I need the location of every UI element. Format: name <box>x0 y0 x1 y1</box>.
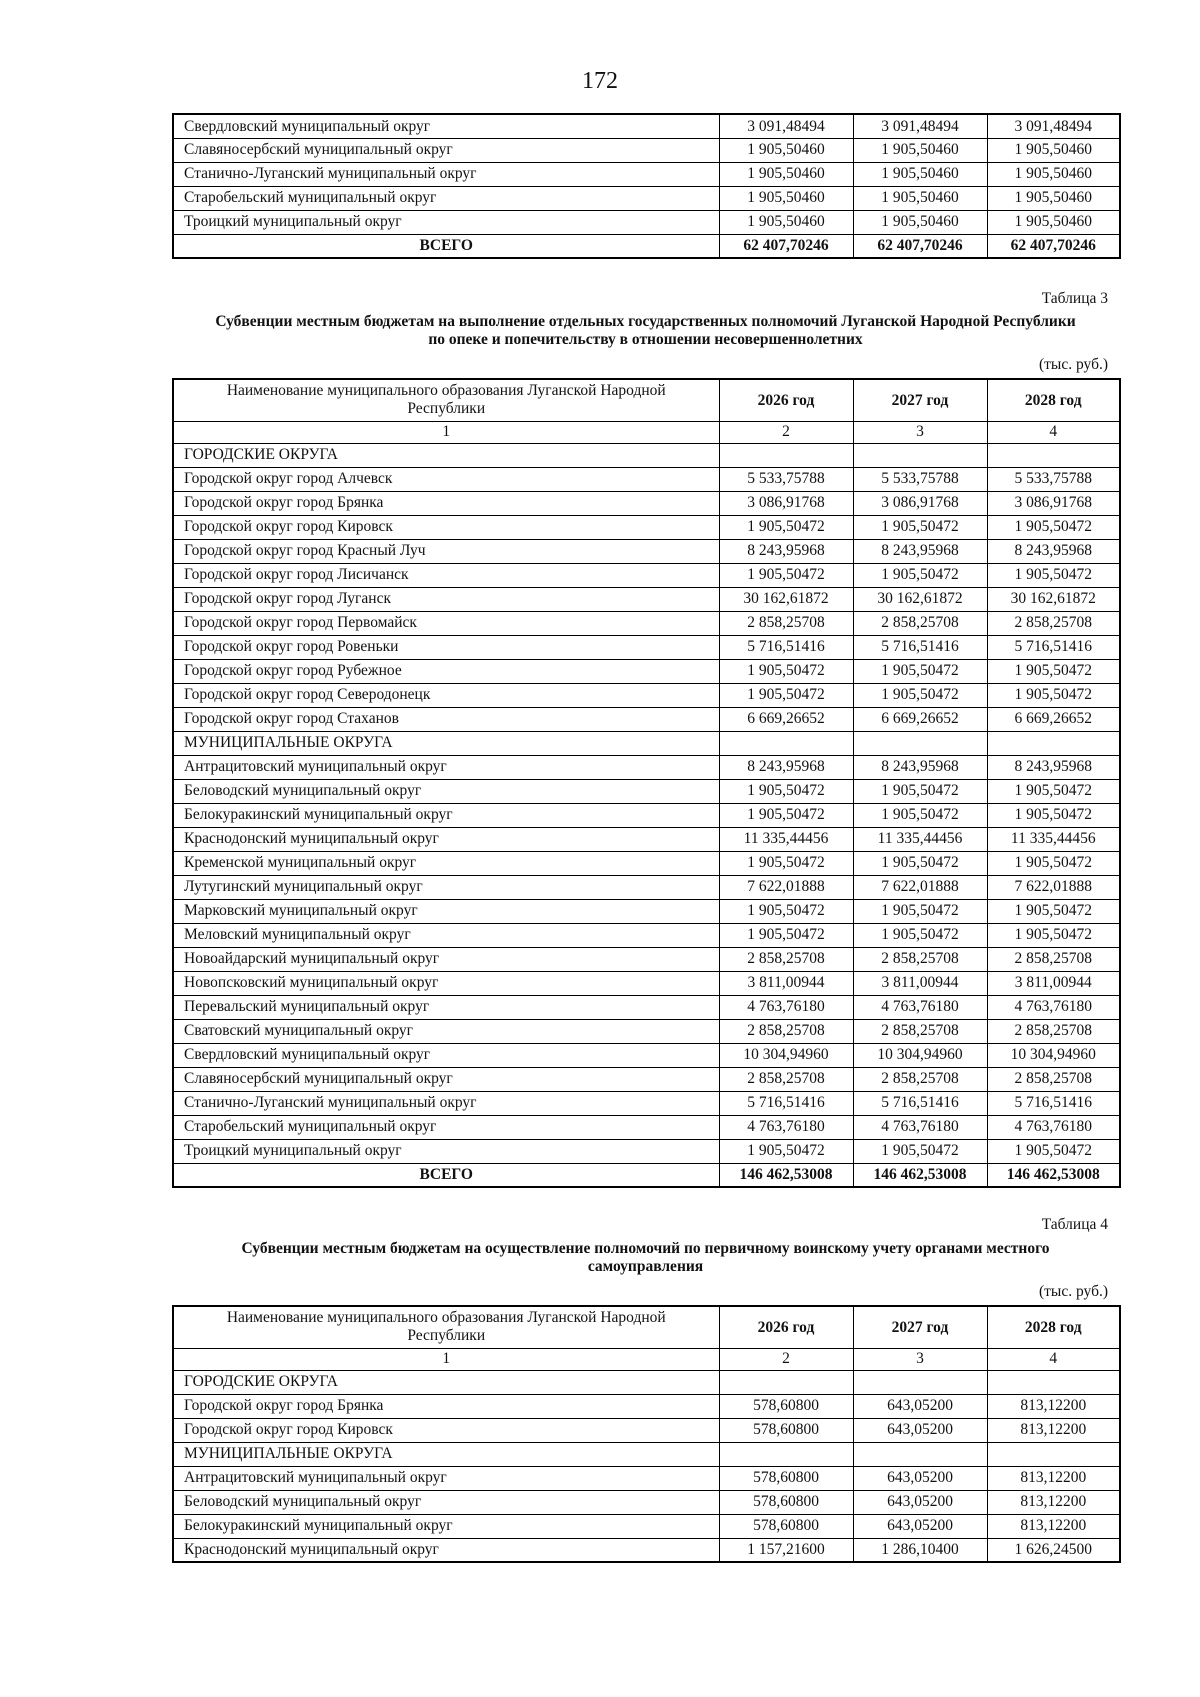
value-2027: 1 905,50472 <box>853 659 987 683</box>
value-2026: 5 716,51416 <box>719 1091 853 1115</box>
table-row <box>173 491 1120 515</box>
value-2028: 1 626,24500 <box>987 1538 1120 1562</box>
value-2027: 4 763,76180 <box>853 1115 987 1139</box>
table4-header-2026: 2026 год <box>719 1306 853 1348</box>
value-2027: 30 162,61872 <box>853 587 987 611</box>
table4-colnum-3: 3 <box>853 1348 987 1370</box>
value-2026: 578,60800 <box>719 1466 853 1490</box>
value-2027: 5 716,51416 <box>853 635 987 659</box>
value-2028: 813,12200 <box>987 1394 1120 1418</box>
row-name: ВСЕГО <box>173 1163 719 1187</box>
table-row <box>173 1418 1120 1442</box>
table-row <box>173 995 1120 1019</box>
value-2027: 1 905,50472 <box>853 1139 987 1163</box>
value-2028: 813,12200 <box>987 1490 1120 1514</box>
value-2026: 1 905,50460 <box>719 138 853 162</box>
value-2027: 6 669,26652 <box>853 707 987 731</box>
table-row <box>173 659 1120 683</box>
table4-title <box>172 1240 1119 1276</box>
value-2026: 1 905,50460 <box>719 210 853 234</box>
table3-header-row <box>173 379 1120 421</box>
value-2028: 2 858,25708 <box>987 947 1120 971</box>
section-title: ГОРОДСКИЕ ОКРУГА <box>173 1370 719 1394</box>
value-2026: 2 858,25708 <box>719 1067 853 1091</box>
section-city-districts <box>173 1370 1120 1394</box>
table-row <box>173 515 1120 539</box>
row-name: Станично-Луганский муниципальный округ <box>173 1091 719 1115</box>
value-2026: 1 905,50460 <box>719 162 853 186</box>
value-2027: 62 407,70246 <box>853 234 987 258</box>
value-2028: 1 905,50472 <box>987 851 1120 875</box>
table3-header-2028: 2028 год <box>987 379 1120 421</box>
value-2026: 4 763,76180 <box>719 1115 853 1139</box>
table-row <box>173 114 1120 138</box>
table3-header-name: Наименование муниципального образования Луганской Народной Республики <box>173 379 719 421</box>
value-2028: 30 162,61872 <box>987 587 1120 611</box>
row-name: Городской округ город Красный Луч <box>173 539 719 563</box>
table4-header-2028: 2028 год <box>987 1306 1120 1348</box>
table-row <box>173 707 1120 731</box>
value-2028: 146 462,53008 <box>987 1163 1120 1187</box>
table-row <box>173 210 1120 234</box>
value-2027: 1 905,50460 <box>853 162 987 186</box>
value-2028: 2 858,25708 <box>987 1067 1120 1091</box>
row-name: ВСЕГО <box>173 234 719 258</box>
row-name: Городской округ город Алчевск <box>173 467 719 491</box>
table-row <box>173 138 1120 162</box>
value-2028: 11 335,44456 <box>987 827 1120 851</box>
row-name: Славяносербский муниципальный округ <box>173 138 719 162</box>
value-2027: 146 462,53008 <box>853 1163 987 1187</box>
value-2026: 578,60800 <box>719 1394 853 1418</box>
table4-header-row <box>173 1306 1120 1348</box>
table4-header-2027: 2027 год <box>853 1306 987 1348</box>
table4-colnum-1: 1 <box>173 1348 719 1370</box>
table-row <box>173 923 1120 947</box>
value-2028: 3 086,91768 <box>987 491 1120 515</box>
empty-cell <box>987 1442 1120 1466</box>
value-2028: 1 905,50472 <box>987 803 1120 827</box>
table-row <box>173 563 1120 587</box>
table3-colnum-row <box>173 421 1120 443</box>
value-2027: 3 091,48494 <box>853 114 987 138</box>
row-name: Свердловский муниципальный округ <box>173 114 719 138</box>
row-name: Беловодский муниципальный округ <box>173 1490 719 1514</box>
value-2026: 1 905,50472 <box>719 659 853 683</box>
empty-cell <box>719 731 853 755</box>
row-name: Городской округ город Кировск <box>173 1418 719 1442</box>
table-row <box>173 1115 1120 1139</box>
table-row <box>173 827 1120 851</box>
value-2028: 2 858,25708 <box>987 1019 1120 1043</box>
table3-title-line1: Субвенции местным бюджетам на выполнение отдельных государственных полномочий Луганской Народной Республики <box>215 313 1076 330</box>
value-2028: 62 407,70246 <box>987 234 1120 258</box>
row-name: Городской округ город Брянка <box>173 1394 719 1418</box>
row-name: Станично-Луганский муниципальный округ <box>173 162 719 186</box>
value-2026: 1 905,50472 <box>719 563 853 587</box>
table4-colnum-2: 2 <box>719 1348 853 1370</box>
table-row <box>173 1466 1120 1490</box>
total-row <box>173 234 1120 258</box>
value-2028: 813,12200 <box>987 1466 1120 1490</box>
row-name: Белокуракинский муниципальный округ <box>173 803 719 827</box>
value-2028: 1 905,50472 <box>987 899 1120 923</box>
section-title: МУНИЦИПАЛЬНЫЕ ОКРУГА <box>173 731 719 755</box>
value-2027: 1 905,50472 <box>853 923 987 947</box>
value-2026: 8 243,95968 <box>719 539 853 563</box>
row-name: Городской округ город Брянка <box>173 491 719 515</box>
value-2026: 1 905,50472 <box>719 899 853 923</box>
row-name: Городской округ город Ровеньки <box>173 635 719 659</box>
value-2026: 1 905,50472 <box>719 515 853 539</box>
value-2027: 4 763,76180 <box>853 995 987 1019</box>
section-city-districts <box>173 443 1120 467</box>
row-name: Новопсковский муниципальный округ <box>173 971 719 995</box>
row-name: Кременской муниципальный округ <box>173 851 719 875</box>
value-2026: 10 304,94960 <box>719 1043 853 1067</box>
value-2028: 813,12200 <box>987 1514 1120 1538</box>
table3-colnum-2: 2 <box>719 421 853 443</box>
row-name: Белокуракинский муниципальный округ <box>173 1514 719 1538</box>
value-2027: 1 905,50472 <box>853 779 987 803</box>
value-2027: 2 858,25708 <box>853 1019 987 1043</box>
table-row <box>173 1091 1120 1115</box>
empty-cell <box>853 1370 987 1394</box>
section-municipal-districts <box>173 731 1120 755</box>
value-2028: 7 622,01888 <box>987 875 1120 899</box>
table-row <box>173 683 1120 707</box>
empty-cell <box>987 443 1120 467</box>
empty-cell <box>987 1370 1120 1394</box>
value-2028: 1 905,50472 <box>987 515 1120 539</box>
row-name: Троицкий муниципальный округ <box>173 210 719 234</box>
value-2026: 1 905,50472 <box>719 683 853 707</box>
table-row <box>173 1067 1120 1091</box>
table-row <box>173 1514 1120 1538</box>
value-2027: 1 905,50472 <box>853 563 987 587</box>
value-2027: 10 304,94960 <box>853 1043 987 1067</box>
value-2027: 3 811,00944 <box>853 971 987 995</box>
value-2027: 1 905,50460 <box>853 186 987 210</box>
row-name: Городской округ город Стаханов <box>173 707 719 731</box>
table3 <box>172 378 1121 1188</box>
value-2028: 5 533,75788 <box>987 467 1120 491</box>
row-name: Краснодонский муниципальный округ <box>173 827 719 851</box>
value-2026: 4 763,76180 <box>719 995 853 1019</box>
value-2026: 578,60800 <box>719 1418 853 1442</box>
value-2026: 6 669,26652 <box>719 707 853 731</box>
table-row <box>173 162 1120 186</box>
table-row <box>173 186 1120 210</box>
value-2028: 5 716,51416 <box>987 635 1120 659</box>
value-2027: 1 905,50460 <box>853 210 987 234</box>
value-2026: 146 462,53008 <box>719 1163 853 1187</box>
empty-cell <box>719 443 853 467</box>
value-2028: 3 811,00944 <box>987 971 1120 995</box>
row-name: Лутугинский муниципальный округ <box>173 875 719 899</box>
value-2026: 62 407,70246 <box>719 234 853 258</box>
value-2027: 1 286,10400 <box>853 1538 987 1562</box>
table3-title-line2: по опеке и попечительству в отношении несовершеннолетних <box>428 330 863 348</box>
empty-cell <box>719 1370 853 1394</box>
row-name: Антрацитовский муниципальный округ <box>173 755 719 779</box>
table4-label: Таблица 4 <box>1041 1216 1108 1233</box>
row-name: Новоайдарский муниципальный округ <box>173 947 719 971</box>
value-2028: 2 858,25708 <box>987 611 1120 635</box>
row-name: Старобельский муниципальный округ <box>173 186 719 210</box>
value-2027: 1 905,50472 <box>853 515 987 539</box>
value-2026: 1 905,50472 <box>719 1139 853 1163</box>
value-2027: 643,05200 <box>853 1514 987 1538</box>
row-name: Городской округ город Кировск <box>173 515 719 539</box>
empty-cell <box>853 443 987 467</box>
value-2028: 1 905,50472 <box>987 683 1120 707</box>
table3-colnum-4: 4 <box>987 421 1120 443</box>
table4-colnum-row <box>173 1348 1120 1370</box>
table-row <box>173 971 1120 995</box>
row-name: Славяносербский муниципальный округ <box>173 1067 719 1091</box>
table4-header-name: Наименование муниципального образования Луганской Народной Республики <box>173 1306 719 1348</box>
value-2026: 8 243,95968 <box>719 755 853 779</box>
table4-title-line1: Субвенции местным бюджетам на осуществление полномочий по первичному воинскому учету органами местного <box>241 1240 1050 1257</box>
value-2028: 10 304,94960 <box>987 1043 1120 1067</box>
value-2026: 2 858,25708 <box>719 947 853 971</box>
value-2026: 3 086,91768 <box>719 491 853 515</box>
table-row <box>173 755 1120 779</box>
value-2027: 8 243,95968 <box>853 539 987 563</box>
table4 <box>172 1305 1121 1563</box>
table3-header-2026: 2026 год <box>719 379 853 421</box>
value-2026: 30 162,61872 <box>719 587 853 611</box>
value-2028: 813,12200 <box>987 1418 1120 1442</box>
table-row <box>173 1490 1120 1514</box>
table-row <box>173 899 1120 923</box>
value-2027: 643,05200 <box>853 1394 987 1418</box>
value-2027: 643,05200 <box>853 1466 987 1490</box>
value-2027: 2 858,25708 <box>853 947 987 971</box>
value-2026: 3 091,48494 <box>719 114 853 138</box>
table3-colnum-1: 1 <box>173 421 719 443</box>
value-2028: 8 243,95968 <box>987 755 1120 779</box>
row-name: Троицкий муниципальный округ <box>173 1139 719 1163</box>
table3-title <box>172 313 1119 349</box>
value-2027: 5 533,75788 <box>853 467 987 491</box>
value-2027: 2 858,25708 <box>853 611 987 635</box>
value-2026: 578,60800 <box>719 1490 853 1514</box>
row-name: Краснодонский муниципальный округ <box>173 1538 719 1562</box>
value-2028: 1 905,50472 <box>987 659 1120 683</box>
page-number: 172 <box>582 68 618 94</box>
value-2027: 11 335,44456 <box>853 827 987 851</box>
value-2027: 1 905,50472 <box>853 851 987 875</box>
table-row <box>173 611 1120 635</box>
table-row <box>173 1394 1120 1418</box>
table4-units: (тыс. руб.) <box>1039 1283 1108 1300</box>
value-2028: 1 905,50472 <box>987 923 1120 947</box>
total-row <box>173 1163 1120 1187</box>
value-2027: 643,05200 <box>853 1418 987 1442</box>
row-name: Городской округ город Рубежное <box>173 659 719 683</box>
value-2028: 1 905,50460 <box>987 162 1120 186</box>
row-name: Сватовский муниципальный округ <box>173 1019 719 1043</box>
section-title: МУНИЦИПАЛЬНЫЕ ОКРУГА <box>173 1442 719 1466</box>
value-2028: 3 091,48494 <box>987 114 1120 138</box>
value-2026: 1 905,50472 <box>719 923 853 947</box>
value-2028: 1 905,50472 <box>987 1139 1120 1163</box>
row-name: Городской округ город Первомайск <box>173 611 719 635</box>
continued-table <box>172 113 1121 259</box>
table3-colnum-3: 3 <box>853 421 987 443</box>
value-2027: 643,05200 <box>853 1490 987 1514</box>
table-row <box>173 1043 1120 1067</box>
empty-cell <box>987 731 1120 755</box>
row-name: Марковский муниципальный округ <box>173 899 719 923</box>
value-2028: 1 905,50460 <box>987 210 1120 234</box>
value-2026: 5 533,75788 <box>719 467 853 491</box>
value-2027: 5 716,51416 <box>853 1091 987 1115</box>
value-2026: 2 858,25708 <box>719 1019 853 1043</box>
section-title: ГОРОДСКИЕ ОКРУГА <box>173 443 719 467</box>
table-row <box>173 1538 1120 1562</box>
value-2028: 1 905,50472 <box>987 779 1120 803</box>
table-row <box>173 635 1120 659</box>
value-2027: 2 858,25708 <box>853 1067 987 1091</box>
value-2027: 1 905,50472 <box>853 803 987 827</box>
value-2028: 1 905,50460 <box>987 138 1120 162</box>
value-2026: 1 905,50472 <box>719 803 853 827</box>
value-2028: 4 763,76180 <box>987 1115 1120 1139</box>
value-2026: 1 157,21600 <box>719 1538 853 1562</box>
value-2026: 578,60800 <box>719 1514 853 1538</box>
value-2026: 1 905,50472 <box>719 779 853 803</box>
value-2028: 8 243,95968 <box>987 539 1120 563</box>
value-2026: 11 335,44456 <box>719 827 853 851</box>
row-name: Городской округ город Луганск <box>173 587 719 611</box>
value-2027: 3 086,91768 <box>853 491 987 515</box>
table4-colnum-4: 4 <box>987 1348 1120 1370</box>
row-name: Перевальский муниципальный округ <box>173 995 719 1019</box>
row-name: Городской округ город Лисичанск <box>173 563 719 587</box>
table-row <box>173 851 1120 875</box>
table-row <box>173 1139 1120 1163</box>
value-2026: 1 905,50460 <box>719 186 853 210</box>
row-name: Старобельский муниципальный округ <box>173 1115 719 1139</box>
value-2027: 8 243,95968 <box>853 755 987 779</box>
table3-units: (тыс. руб.) <box>1039 356 1108 373</box>
empty-cell <box>853 731 987 755</box>
value-2026: 3 811,00944 <box>719 971 853 995</box>
empty-cell <box>853 1442 987 1466</box>
table-row <box>173 947 1120 971</box>
value-2028: 6 669,26652 <box>987 707 1120 731</box>
value-2026: 2 858,25708 <box>719 611 853 635</box>
table-row <box>173 587 1120 611</box>
value-2028: 4 763,76180 <box>987 995 1120 1019</box>
value-2028: 5 716,51416 <box>987 1091 1120 1115</box>
table-row <box>173 539 1120 563</box>
row-name: Антрацитовский муниципальный округ <box>173 1466 719 1490</box>
table-row <box>173 467 1120 491</box>
table3-header-2027: 2027 год <box>853 379 987 421</box>
value-2027: 1 905,50460 <box>853 138 987 162</box>
value-2026: 1 905,50472 <box>719 851 853 875</box>
table3-label: Таблица 3 <box>1041 290 1108 307</box>
value-2026: 5 716,51416 <box>719 635 853 659</box>
row-name: Беловодский муниципальный округ <box>173 779 719 803</box>
table-row <box>173 803 1120 827</box>
row-name: Меловский муниципальный округ <box>173 923 719 947</box>
value-2026: 7 622,01888 <box>719 875 853 899</box>
table4-title-line2: самоуправления <box>587 1257 704 1275</box>
value-2028: 1 905,50460 <box>987 186 1120 210</box>
table-row <box>173 875 1120 899</box>
value-2027: 7 622,01888 <box>853 875 987 899</box>
row-name: Свердловский муниципальный округ <box>173 1043 719 1067</box>
table-row <box>173 779 1120 803</box>
value-2027: 1 905,50472 <box>853 899 987 923</box>
table-row <box>173 1019 1120 1043</box>
row-name: Городской округ город Северодонецк <box>173 683 719 707</box>
empty-cell <box>719 1442 853 1466</box>
value-2028: 1 905,50472 <box>987 563 1120 587</box>
value-2027: 1 905,50472 <box>853 683 987 707</box>
section-municipal-districts <box>173 1442 1120 1466</box>
